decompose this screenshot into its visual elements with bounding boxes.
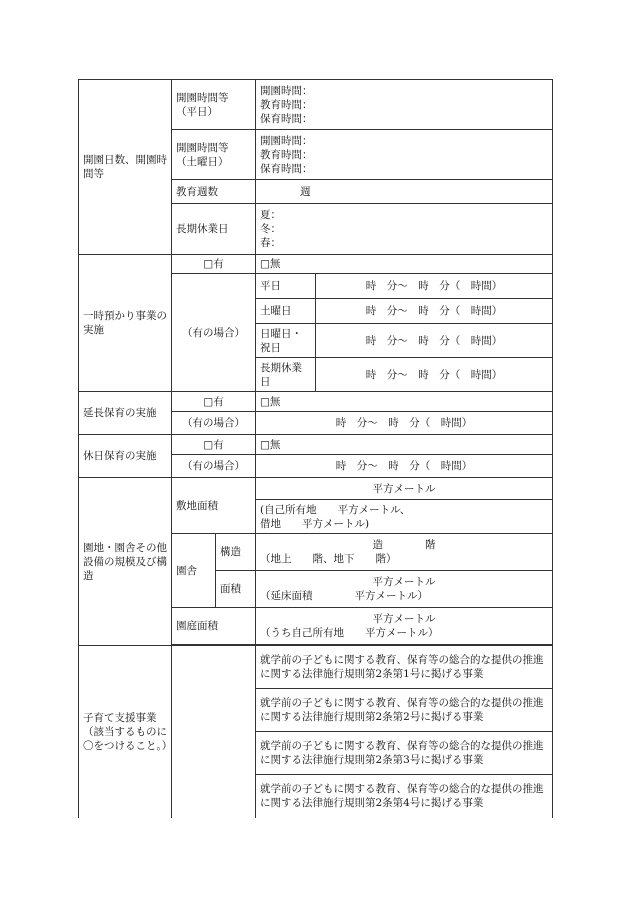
extended-care-yes[interactable]: □有 <box>172 392 256 412</box>
holiday-care-label: 休日保育の実施 <box>79 435 172 478</box>
site-area-unit: 平方メートル <box>256 478 553 500</box>
temp-care-no[interactable]: □無 <box>256 255 553 274</box>
extended-care-time: 時 分～ 時 分（ 時間） <box>256 412 553 435</box>
building-area-label: 面積 <box>216 571 256 608</box>
extended-care-if-yes: （有の場合） <box>172 412 256 435</box>
temp-care-day: 長期休業日 <box>256 358 316 392</box>
temp-care-time: 時 分～ 時 分（ 時間） <box>316 274 553 299</box>
temp-care-time: 時 分～ 時 分（ 時間） <box>316 358 553 392</box>
long-holiday-label: 長期休業日 <box>172 204 256 255</box>
education-weeks-value: 週 <box>256 180 553 204</box>
building-structure-label: 構造 <box>216 534 256 571</box>
saturday-hours-lines: 開園時間： 教育時間： 保育時間： <box>256 130 553 180</box>
temp-care-time: 時 分～ 時 分（ 時間） <box>316 324 553 358</box>
weekday-hours-lines: 開園時間： 教育時間： 保育時間： <box>256 80 553 130</box>
temp-care-if-yes: （有の場合） <box>172 274 256 392</box>
temp-care-day: 平日 <box>256 274 316 299</box>
building-label: 園舎 <box>172 534 216 608</box>
hours-label: 開園日数、開園時間等 <box>79 80 172 255</box>
long-holiday-lines: 夏： 冬： 春： <box>256 204 553 255</box>
garden-area-value: 平方メートル （うち自己所有地 平方メートル） <box>256 608 553 645</box>
support-item: 就学前の子どもに関する教育、保育等の総合的な提供の推進に関する法律施行規則第2条第4号に掲げる事業 <box>256 775 553 818</box>
weekday-hours-label: 開園時間等 （平日） <box>172 80 256 130</box>
support-item: 就学前の子どもに関する教育、保育等の総合的な提供の推進に関する法律施行規則第2条第3号に掲げる事業 <box>256 732 553 775</box>
facilities-label: 園地・園舎その他設備の規模及び構造 <box>79 478 172 646</box>
temp-care-time: 時 分～ 時 分（ 時間） <box>316 299 553 324</box>
holiday-care-yes[interactable]: □有 <box>172 435 256 455</box>
temp-care-day: 土曜日 <box>256 299 316 324</box>
site-area-detail: (自己所有地 平方メートル、 借地 平方メートル) <box>256 500 553 534</box>
extended-care-label: 延長保育の実施 <box>79 392 172 435</box>
kindergarten-form-table <box>78 79 553 818</box>
support-item: 就学前の子どもに関する教育、保育等の総合的な提供の推進に関する法律施行規則第2条第1号に掲げる事業 <box>256 646 553 689</box>
support-item: 就学前の子どもに関する教育、保育等の総合的な提供の推進に関する法律施行規則第2条第2号に掲げる事業 <box>256 689 553 732</box>
garden-area-label: 園庭面積 <box>172 608 256 645</box>
form-page <box>78 79 552 818</box>
extended-care-no[interactable]: □無 <box>256 392 553 412</box>
building-area-value: 平方メートル （延床面積 平方メートル） <box>256 571 553 608</box>
support-mark-cell[interactable] <box>172 646 256 818</box>
temp-care-yes[interactable]: □有 <box>172 255 256 274</box>
saturday-hours-label: 開園時間等 （土曜日） <box>172 130 256 180</box>
building-structure-value: 造 階 （地上 階、地下 階） <box>256 534 553 571</box>
holiday-care-if-yes: （有の場合） <box>172 455 256 478</box>
holiday-care-time: 時 分～ 時 分（ 時間） <box>256 455 553 478</box>
temp-care-label: 一時預かり事業の実施 <box>79 255 172 392</box>
holiday-care-no[interactable]: □無 <box>256 435 553 455</box>
temp-care-day: 日曜日・祝日 <box>256 324 316 358</box>
support-label: 子育て支援事業 （該当するものに〇をつけること。） <box>79 646 172 818</box>
education-weeks-label: 教育週数 <box>172 180 256 204</box>
site-area-label: 敷地面積 <box>172 478 256 534</box>
